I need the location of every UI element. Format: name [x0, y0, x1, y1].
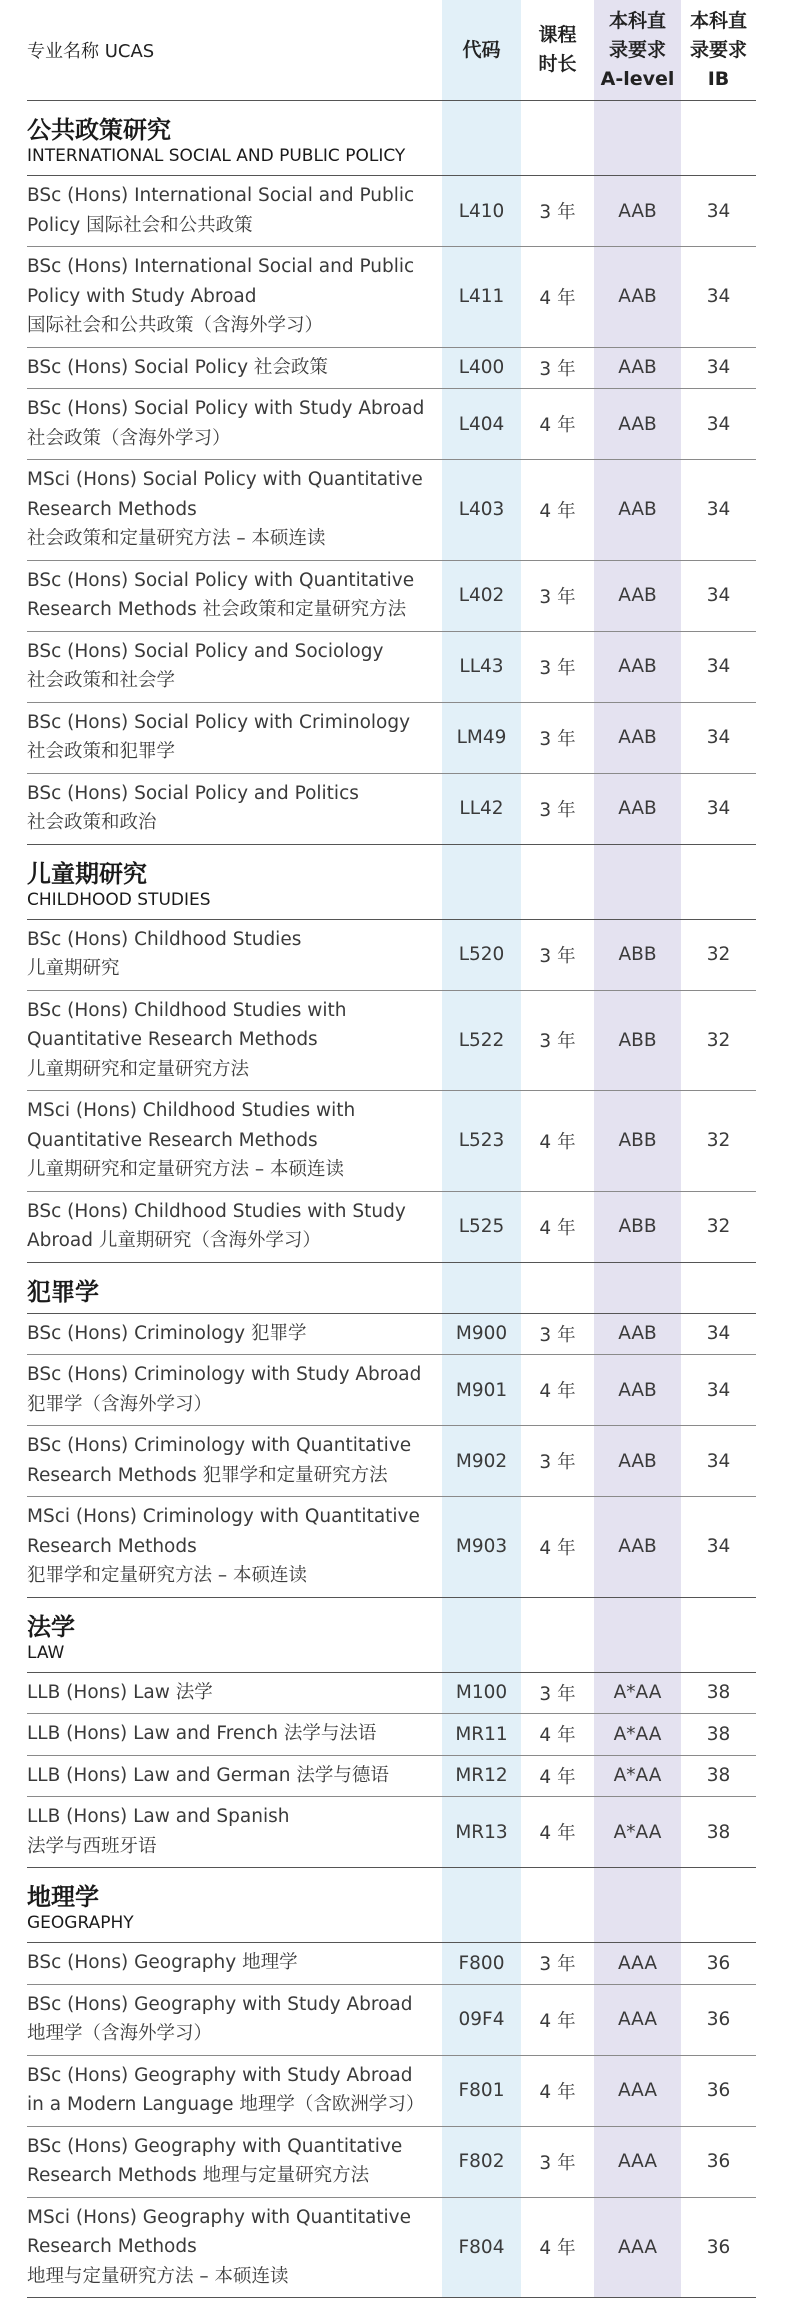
- ib-requirement: 32: [681, 1192, 756, 1262]
- table-row: [27, 1497, 756, 1598]
- section-title-cn: 犯罪学: [27, 1277, 442, 1307]
- table-row: [27, 2127, 756, 2198]
- alevel-requirement: AAB: [594, 774, 681, 844]
- programme-name-line: 社会政策和犯罪学: [27, 737, 442, 767]
- programme-name-line: BSc (Hons) Social Policy with Study Abroad: [27, 394, 442, 424]
- section-header: [27, 845, 756, 920]
- ib-requirement: 36: [681, 1985, 756, 2055]
- course-duration: 4 年: [521, 460, 594, 560]
- programme-name-line: 儿童期研究和定量研究方法: [27, 1055, 442, 1085]
- ib-requirement: 38: [681, 1756, 756, 1797]
- header-duration-line: 课程: [538, 21, 576, 50]
- ucas-code: L411: [442, 247, 521, 347]
- alevel-requirement: ABB: [594, 991, 681, 1091]
- ib-requirement: 32: [681, 920, 756, 990]
- table-row: [27, 561, 756, 632]
- ucas-code: LL43: [442, 632, 521, 702]
- course-duration: 3 年: [521, 920, 594, 990]
- ucas-code: L400: [442, 348, 521, 389]
- ib-requirement: 34: [681, 561, 756, 631]
- programme-name-line: Research Methods: [27, 495, 442, 525]
- table-row: [27, 1314, 756, 1356]
- section-title-cell: [27, 845, 442, 919]
- section-band: [594, 1598, 681, 1672]
- alevel-requirement: AAB: [594, 1497, 681, 1597]
- programme-name: [27, 247, 442, 347]
- alevel-requirement: AAB: [594, 1426, 681, 1496]
- header-alevel-line: A-level: [601, 65, 675, 94]
- section-title-cell: [27, 1598, 442, 1672]
- programme-name: [27, 1355, 442, 1425]
- programme-name-line: BSc (Hons) Geography with Study Abroad: [27, 2061, 442, 2091]
- course-duration: 3 年: [521, 2127, 594, 2197]
- programme-name: [27, 1426, 442, 1496]
- programme-name: [27, 1673, 442, 1714]
- table-row: [27, 774, 756, 845]
- ib-requirement: 34: [681, 1426, 756, 1496]
- course-duration: 4 年: [521, 1714, 594, 1755]
- programme-name-line: Policy with Study Abroad: [27, 282, 442, 312]
- alevel-requirement: AAB: [594, 460, 681, 560]
- ib-requirement: 34: [681, 348, 756, 389]
- section-title-cn: 儿童期研究: [27, 859, 442, 889]
- section-header: [27, 101, 756, 176]
- course-duration: 4 年: [521, 247, 594, 347]
- table-row: [27, 176, 756, 247]
- table-row: [27, 991, 756, 1092]
- table-row: [27, 1756, 756, 1798]
- table-row: [27, 2198, 756, 2298]
- programme-name-line: 儿童期研究: [27, 954, 442, 984]
- ib-requirement: 36: [681, 2198, 756, 2298]
- header-duration: [521, 0, 594, 100]
- programme-name: [27, 1314, 442, 1355]
- ucas-code: L520: [442, 920, 521, 990]
- programme-name-line: LLB (Hons) Law and German 法学与德语: [27, 1761, 442, 1791]
- programme-name: [27, 348, 442, 389]
- table-row: [27, 1091, 756, 1192]
- ib-requirement: 38: [681, 1797, 756, 1867]
- programme-name-line: Research Methods 犯罪学和定量研究方法: [27, 1461, 442, 1491]
- header-name: 专业名称 UCAS: [27, 0, 442, 100]
- alevel-requirement: ABB: [594, 1091, 681, 1191]
- programme-name-line: BSc (Hons) International Social and Public: [27, 252, 442, 282]
- table-row: [27, 1714, 756, 1756]
- programme-name: [27, 2127, 442, 2197]
- alevel-requirement: AAB: [594, 1314, 681, 1355]
- course-duration: 4 年: [521, 1355, 594, 1425]
- programme-name: [27, 774, 442, 844]
- course-duration: 3 年: [521, 774, 594, 844]
- ucas-code: L525: [442, 1192, 521, 1262]
- course-duration: 4 年: [521, 1797, 594, 1867]
- section-title-en: GEOGRAPHY: [27, 1912, 442, 1934]
- programme-name-line: Research Methods 社会政策和定量研究方法: [27, 595, 442, 625]
- header-ib-line: 本科直: [690, 7, 747, 36]
- ib-requirement: 36: [681, 2056, 756, 2126]
- programme-name-line: BSc (Hons) Criminology 犯罪学: [27, 1319, 442, 1349]
- course-duration: 4 年: [521, 2056, 594, 2126]
- header-duration-line: 时长: [538, 50, 576, 79]
- table-row: [27, 1426, 756, 1497]
- programme-name-line: MSci (Hons) Geography with Quantitative: [27, 2203, 442, 2233]
- programme-name: [27, 1192, 442, 1262]
- table-row: [27, 1797, 756, 1868]
- table-row: [27, 703, 756, 774]
- section-band: [521, 1598, 594, 1672]
- ucas-code: M901: [442, 1355, 521, 1425]
- section-band: [681, 1598, 756, 1672]
- ib-requirement: 34: [681, 632, 756, 702]
- ib-requirement: 32: [681, 991, 756, 1091]
- programme-name-line: 社会政策（含海外学习）: [27, 424, 442, 454]
- ucas-code: L523: [442, 1091, 521, 1191]
- programme-name: [27, 632, 442, 702]
- programme-name-line: LLB (Hons) Law and French 法学与法语: [27, 1719, 442, 1749]
- alevel-requirement: AAA: [594, 2127, 681, 2197]
- programme-name-line: MSci (Hons) Childhood Studies with: [27, 1096, 442, 1126]
- ucas-code: MR11: [442, 1714, 521, 1755]
- programme-name: [27, 991, 442, 1091]
- table-row: [27, 1673, 756, 1715]
- programme-name-line: BSc (Hons) Geography with Study Abroad: [27, 1990, 442, 2020]
- section-title-en: CHILDHOOD STUDIES: [27, 889, 442, 911]
- ib-requirement: 34: [681, 460, 756, 560]
- header-ib-line: 录要求: [690, 36, 747, 65]
- course-duration: 3 年: [521, 1673, 594, 1714]
- programme-name-line: 社会政策和政治: [27, 808, 442, 838]
- programme-name-line: Research Methods: [27, 2232, 442, 2262]
- table-row: [27, 1355, 756, 1426]
- ucas-code: F800: [442, 1943, 521, 1984]
- programme-name: [27, 176, 442, 246]
- table-row: [27, 1192, 756, 1263]
- section-title-en: INTERNATIONAL SOCIAL AND PUBLIC POLICY: [27, 145, 442, 167]
- course-duration: 3 年: [521, 632, 594, 702]
- section-band: [521, 101, 594, 175]
- table-row: [27, 920, 756, 991]
- ucas-code: L402: [442, 561, 521, 631]
- programme-name: [27, 1985, 442, 2055]
- programme-name: [27, 1091, 442, 1191]
- course-duration: 4 年: [521, 1192, 594, 1262]
- section-band: [594, 1263, 681, 1313]
- programme-name: [27, 1756, 442, 1797]
- ib-requirement: 34: [681, 1355, 756, 1425]
- table-row: [27, 1985, 756, 2056]
- course-duration: 3 年: [521, 561, 594, 631]
- section-band: [442, 845, 521, 919]
- ucas-code: LL42: [442, 774, 521, 844]
- programme-name: [27, 1714, 442, 1755]
- alevel-requirement: AAA: [594, 2198, 681, 2298]
- section-band: [681, 1868, 756, 1942]
- programme-name: [27, 561, 442, 631]
- section-band: [442, 1263, 521, 1313]
- course-duration: 3 年: [521, 991, 594, 1091]
- programme-name-line: BSc (Hons) Social Policy and Sociology: [27, 637, 442, 667]
- section-band: [442, 1598, 521, 1672]
- course-duration: 4 年: [521, 1756, 594, 1797]
- alevel-requirement: AAA: [594, 2056, 681, 2126]
- table-body: [27, 101, 756, 2298]
- programme-name-line: Quantitative Research Methods: [27, 1126, 442, 1156]
- ib-requirement: 34: [681, 1497, 756, 1597]
- programme-name-line: 国际社会和公共政策（含海外学习）: [27, 311, 442, 341]
- programme-name-line: Research Methods: [27, 1532, 442, 1562]
- programme-name-line: Abroad 儿童期研究（含海外学习）: [27, 1226, 442, 1256]
- programme-name-line: 犯罪学（含海外学习）: [27, 1390, 442, 1420]
- programme-name: [27, 1797, 442, 1867]
- ucas-code: L403: [442, 460, 521, 560]
- programme-name-line: BSc (Hons) Social Policy 社会政策: [27, 353, 442, 383]
- alevel-requirement: AAA: [594, 1985, 681, 2055]
- alevel-requirement: AAB: [594, 348, 681, 389]
- alevel-requirement: AAB: [594, 703, 681, 773]
- course-duration: 3 年: [521, 1314, 594, 1355]
- ib-requirement: 34: [681, 389, 756, 459]
- section-title-cn: 法学: [27, 1612, 442, 1642]
- alevel-requirement: ABB: [594, 1192, 681, 1262]
- section-band: [681, 845, 756, 919]
- ucas-code: F804: [442, 2198, 521, 2298]
- section-header: [27, 1868, 756, 1943]
- section-band: [521, 1868, 594, 1942]
- ucas-code: M902: [442, 1426, 521, 1496]
- programme-name-line: Research Methods 地理与定量研究方法: [27, 2161, 442, 2191]
- programme-name-line: MSci (Hons) Social Policy with Quantitative: [27, 465, 442, 495]
- ucas-code: L410: [442, 176, 521, 246]
- alevel-requirement: AAB: [594, 1355, 681, 1425]
- programme-name-line: 地理与定量研究方法 – 本硕连读: [27, 2262, 442, 2292]
- section-title-cell: [27, 1263, 442, 1313]
- programme-name-line: MSci (Hons) Criminology with Quantitative: [27, 1502, 442, 1532]
- course-duration: 3 年: [521, 703, 594, 773]
- ucas-code: 09F4: [442, 1985, 521, 2055]
- programme-name: [27, 2056, 442, 2126]
- programme-name-line: BSc (Hons) International Social and Public: [27, 181, 442, 211]
- alevel-requirement: AAB: [594, 389, 681, 459]
- section-band: [442, 1868, 521, 1942]
- section-band: [594, 101, 681, 175]
- alevel-requirement: AAB: [594, 176, 681, 246]
- ucas-code: M903: [442, 1497, 521, 1597]
- header-ib: [681, 0, 756, 100]
- programme-name-line: 犯罪学和定量研究方法 – 本硕连读: [27, 1561, 442, 1591]
- programme-name-line: 法学与西班牙语: [27, 1832, 442, 1862]
- header-code: 代码: [442, 0, 521, 100]
- table-row: [27, 348, 756, 390]
- course-duration: 4 年: [521, 389, 594, 459]
- section-title-cell: [27, 1868, 442, 1942]
- section-header: [27, 1598, 756, 1673]
- ib-requirement: 34: [681, 247, 756, 347]
- programme-name-line: BSc (Hons) Social Policy with Criminology: [27, 708, 442, 738]
- alevel-requirement: AAA: [594, 1943, 681, 1984]
- table-row: [27, 1943, 756, 1985]
- ib-requirement: 34: [681, 774, 756, 844]
- programme-name-line: Policy 国际社会和公共政策: [27, 211, 442, 241]
- course-duration: 4 年: [521, 1497, 594, 1597]
- ucas-code: M100: [442, 1673, 521, 1714]
- header-alevel-line: 本科直: [601, 7, 675, 36]
- programme-name-line: BSc (Hons) Geography 地理学: [27, 1948, 442, 1978]
- course-duration: 4 年: [521, 1091, 594, 1191]
- section-band: [681, 101, 756, 175]
- ib-requirement: 38: [681, 1673, 756, 1714]
- programme-name-line: BSc (Hons) Criminology with Study Abroad: [27, 1360, 442, 1390]
- section-title-cn: 公共政策研究: [27, 115, 442, 145]
- programme-name: [27, 2198, 442, 2298]
- header-ib-line: IB: [690, 65, 747, 94]
- ib-requirement: 36: [681, 1943, 756, 1984]
- ucas-code: L404: [442, 389, 521, 459]
- course-duration: 3 年: [521, 1943, 594, 1984]
- header-alevel: [594, 0, 681, 100]
- programme-name-line: BSc (Hons) Social Policy with Quantitative: [27, 566, 442, 596]
- course-duration: 3 年: [521, 348, 594, 389]
- programme-name-line: BSc (Hons) Geography with Quantitative: [27, 2132, 442, 2162]
- course-duration: 3 年: [521, 176, 594, 246]
- alevel-requirement: AAB: [594, 247, 681, 347]
- programme-name: [27, 920, 442, 990]
- ucas-code: LM49: [442, 703, 521, 773]
- section-band: [521, 1263, 594, 1313]
- table-row: [27, 389, 756, 460]
- table-row: [27, 2056, 756, 2127]
- ib-requirement: 34: [681, 703, 756, 773]
- programme-name: [27, 1497, 442, 1597]
- programme-name-line: LLB (Hons) Law and Spanish: [27, 1802, 442, 1832]
- ib-requirement: 38: [681, 1714, 756, 1755]
- ucas-code: L522: [442, 991, 521, 1091]
- programme-name: [27, 1943, 442, 1984]
- programme-name-line: LLB (Hons) Law 法学: [27, 1678, 442, 1708]
- table-row: [27, 247, 756, 348]
- programme-name: [27, 460, 442, 560]
- header-alevel-line: 录要求: [601, 36, 675, 65]
- ib-requirement: 34: [681, 1314, 756, 1355]
- programme-name-line: Quantitative Research Methods: [27, 1025, 442, 1055]
- section-band: [442, 101, 521, 175]
- section-band: [594, 1868, 681, 1942]
- programme-name: [27, 389, 442, 459]
- ucas-code: M900: [442, 1314, 521, 1355]
- programme-name-line: 社会政策和定量研究方法 – 本硕连读: [27, 524, 442, 554]
- section-header: [27, 1263, 756, 1314]
- programme-name-line: BSc (Hons) Childhood Studies with: [27, 996, 442, 1026]
- programme-name-line: 地理学（含海外学习）: [27, 2019, 442, 2049]
- programme-name-line: BSc (Hons) Childhood Studies with Study: [27, 1197, 442, 1227]
- section-band: [681, 1263, 756, 1313]
- course-duration: 4 年: [521, 1985, 594, 2055]
- programme-name: [27, 703, 442, 773]
- alevel-requirement: AAB: [594, 561, 681, 631]
- ib-requirement: 34: [681, 176, 756, 246]
- programme-name-line: 儿童期研究和定量研究方法 – 本硕连读: [27, 1155, 442, 1185]
- section-band: [594, 845, 681, 919]
- programme-name-line: BSc (Hons) Social Policy and Politics: [27, 779, 442, 809]
- ucas-code: F802: [442, 2127, 521, 2197]
- section-title-cell: [27, 101, 442, 175]
- ucas-code: MR12: [442, 1756, 521, 1797]
- alevel-requirement: A*AA: [594, 1756, 681, 1797]
- table-header: [27, 0, 756, 101]
- table-row: [27, 460, 756, 561]
- course-duration: 3 年: [521, 1426, 594, 1496]
- programme-name-line: 社会政策和社会学: [27, 666, 442, 696]
- table-row: [27, 632, 756, 703]
- section-title-cn: 地理学: [27, 1882, 442, 1912]
- alevel-requirement: A*AA: [594, 1673, 681, 1714]
- section-title-en: LAW: [27, 1642, 442, 1664]
- alevel-requirement: ABB: [594, 920, 681, 990]
- course-duration: 4 年: [521, 2198, 594, 2298]
- section-band: [521, 845, 594, 919]
- ucas-code: MR13: [442, 1797, 521, 1867]
- programme-name-line: BSc (Hons) Childhood Studies: [27, 925, 442, 955]
- alevel-requirement: AAB: [594, 632, 681, 702]
- ib-requirement: 32: [681, 1091, 756, 1191]
- alevel-requirement: A*AA: [594, 1714, 681, 1755]
- ib-requirement: 36: [681, 2127, 756, 2197]
- alevel-requirement: A*AA: [594, 1797, 681, 1867]
- programme-name-line: in a Modern Language 地理学（含欧洲学习）: [27, 2090, 442, 2120]
- ucas-code: F801: [442, 2056, 521, 2126]
- programme-name-line: BSc (Hons) Criminology with Quantitative: [27, 1431, 442, 1461]
